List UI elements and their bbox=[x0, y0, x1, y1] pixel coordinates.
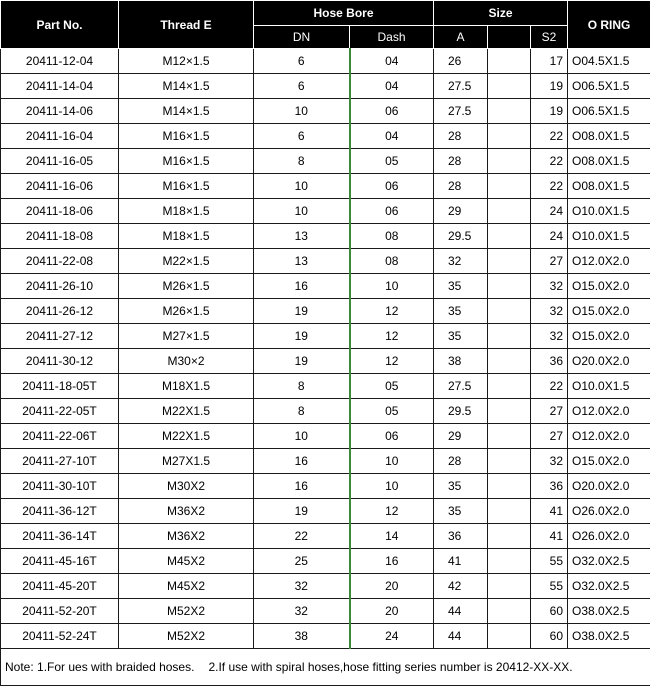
cell-a: 44 bbox=[434, 624, 488, 649]
cell-blank bbox=[488, 349, 531, 374]
cell-a: 44 bbox=[434, 599, 488, 624]
cell-a: 29 bbox=[434, 424, 488, 449]
cell-s2: 36 bbox=[531, 349, 568, 374]
cell-thread-e: M26×1.5 bbox=[119, 274, 254, 299]
cell-o-ring: O04.5X1.5 bbox=[568, 49, 650, 74]
cell-blank bbox=[488, 399, 531, 424]
cell-part-no: 20411-22-08 bbox=[1, 249, 119, 274]
cell-thread-e: M36X2 bbox=[119, 499, 254, 524]
table-row bbox=[1, 374, 650, 399]
cell-thread-e: M52X2 bbox=[119, 624, 254, 649]
cell-thread-e: M16×1.5 bbox=[119, 124, 254, 149]
cell-thread-e: M45X2 bbox=[119, 549, 254, 574]
cell-dash: 12 bbox=[350, 349, 434, 374]
cell-part-no: 20411-18-08 bbox=[1, 224, 119, 249]
cell-blank bbox=[488, 624, 531, 649]
note-2: 2.If use with spiral hoses,hose fitting series number is 20412-XX-XX. bbox=[208, 660, 573, 674]
cell-dn: 10 bbox=[254, 199, 350, 224]
cell-blank bbox=[488, 74, 531, 99]
cell-o-ring: O12.0X2.0 bbox=[568, 424, 650, 449]
table-row bbox=[1, 124, 650, 149]
cell-part-no: 20411-16-05 bbox=[1, 149, 119, 174]
table-row bbox=[1, 399, 650, 424]
cell-part-no: 20411-27-10T bbox=[1, 449, 119, 474]
cell-dn: 16 bbox=[254, 474, 350, 499]
cell-o-ring: O32.0X2.5 bbox=[568, 549, 650, 574]
cell-a: 29 bbox=[434, 199, 488, 224]
table-row bbox=[1, 174, 650, 199]
header-a: A bbox=[434, 26, 488, 49]
cell-s2: 27 bbox=[531, 249, 568, 274]
cell-o-ring: O38.0X2.5 bbox=[568, 624, 650, 649]
cell-dash: 04 bbox=[350, 74, 434, 99]
cell-thread-e: M22X1.5 bbox=[119, 424, 254, 449]
cell-blank bbox=[488, 249, 531, 274]
cell-a: 27.5 bbox=[434, 74, 488, 99]
cell-a: 42 bbox=[434, 574, 488, 599]
cell-o-ring: O06.5X1.5 bbox=[568, 99, 650, 124]
cell-blank bbox=[488, 274, 531, 299]
cell-blank bbox=[488, 99, 531, 124]
cell-dn: 25 bbox=[254, 549, 350, 574]
cell-o-ring: O10.0X1.5 bbox=[568, 224, 650, 249]
cell-s2: 55 bbox=[531, 574, 568, 599]
cell-a: 32 bbox=[434, 249, 488, 274]
cell-dash: 20 bbox=[350, 574, 434, 599]
cell-blank bbox=[488, 424, 531, 449]
header-size: Size bbox=[434, 1, 568, 26]
table-row bbox=[1, 74, 650, 99]
cell-thread-e: M22×1.5 bbox=[119, 249, 254, 274]
cell-a: 35 bbox=[434, 299, 488, 324]
cell-dn: 22 bbox=[254, 524, 350, 549]
table-row bbox=[1, 499, 650, 524]
cell-blank bbox=[488, 474, 531, 499]
cell-dash: 06 bbox=[350, 424, 434, 449]
cell-thread-e: M27X1.5 bbox=[119, 449, 254, 474]
cell-dn: 32 bbox=[254, 574, 350, 599]
table-row bbox=[1, 199, 650, 224]
cell-thread-e: M26×1.5 bbox=[119, 299, 254, 324]
cell-s2: 22 bbox=[531, 124, 568, 149]
cell-blank bbox=[488, 374, 531, 399]
header-blank bbox=[488, 26, 531, 49]
cell-a: 28 bbox=[434, 174, 488, 199]
cell-blank bbox=[488, 174, 531, 199]
table-body bbox=[1, 49, 650, 649]
cell-part-no: 20411-14-04 bbox=[1, 74, 119, 99]
cell-part-no: 20411-18-06 bbox=[1, 199, 119, 224]
cell-dash: 14 bbox=[350, 524, 434, 549]
footnote bbox=[1, 649, 650, 686]
cell-part-no: 20411-36-14T bbox=[1, 524, 119, 549]
cell-a: 36 bbox=[434, 524, 488, 549]
cell-blank bbox=[488, 449, 531, 474]
cell-a: 26 bbox=[434, 49, 488, 74]
cell-o-ring: O06.5X1.5 bbox=[568, 74, 650, 99]
cell-dash: 05 bbox=[350, 399, 434, 424]
table-row bbox=[1, 599, 650, 624]
cell-a: 28 bbox=[434, 149, 488, 174]
header-s2: S2 bbox=[531, 26, 568, 49]
table-row bbox=[1, 624, 650, 649]
table-row bbox=[1, 149, 650, 174]
cell-dn: 19 bbox=[254, 499, 350, 524]
cell-a: 35 bbox=[434, 274, 488, 299]
cell-o-ring: O12.0X2.0 bbox=[568, 249, 650, 274]
cell-s2: 41 bbox=[531, 524, 568, 549]
cell-dash: 20 bbox=[350, 599, 434, 624]
cell-s2: 36 bbox=[531, 474, 568, 499]
cell-o-ring: O10.0X1.5 bbox=[568, 199, 650, 224]
cell-blank bbox=[488, 199, 531, 224]
cell-dn: 19 bbox=[254, 299, 350, 324]
table-row bbox=[1, 449, 650, 474]
header-o-ring: O RING bbox=[568, 1, 650, 49]
cell-dn: 16 bbox=[254, 274, 350, 299]
cell-dn: 10 bbox=[254, 99, 350, 124]
cell-part-no: 20411-16-06 bbox=[1, 174, 119, 199]
cell-dash: 12 bbox=[350, 324, 434, 349]
cell-dash: 04 bbox=[350, 124, 434, 149]
table-row bbox=[1, 524, 650, 549]
cell-part-no: 20411-45-20T bbox=[1, 574, 119, 599]
cell-s2: 32 bbox=[531, 449, 568, 474]
cell-blank bbox=[488, 549, 531, 574]
cell-o-ring: O15.0X2.0 bbox=[568, 299, 650, 324]
cell-blank bbox=[488, 124, 531, 149]
table-header bbox=[1, 1, 650, 49]
cell-blank bbox=[488, 524, 531, 549]
cell-thread-e: M18X1.5 bbox=[119, 374, 254, 399]
cell-a: 41 bbox=[434, 549, 488, 574]
cell-dash: 16 bbox=[350, 549, 434, 574]
cell-dn: 8 bbox=[254, 399, 350, 424]
table-row bbox=[1, 424, 650, 449]
cell-thread-e: M27×1.5 bbox=[119, 324, 254, 349]
cell-s2: 19 bbox=[531, 99, 568, 124]
cell-dash: 08 bbox=[350, 224, 434, 249]
cell-dash: 10 bbox=[350, 474, 434, 499]
table-row bbox=[1, 574, 650, 599]
cell-thread-e: M52X2 bbox=[119, 599, 254, 624]
cell-dn: 10 bbox=[254, 174, 350, 199]
cell-o-ring: O08.0X1.5 bbox=[568, 174, 650, 199]
header-thread-e: Thread E bbox=[119, 1, 254, 49]
header-dash: Dash bbox=[350, 26, 434, 49]
table-row bbox=[1, 474, 650, 499]
cell-o-ring: O26.0X2.0 bbox=[568, 524, 650, 549]
cell-s2: 22 bbox=[531, 149, 568, 174]
table-row bbox=[1, 349, 650, 374]
cell-s2: 22 bbox=[531, 374, 568, 399]
cell-dn: 19 bbox=[254, 324, 350, 349]
cell-a: 35 bbox=[434, 324, 488, 349]
cell-a: 29.5 bbox=[434, 399, 488, 424]
cell-thread-e: M16×1.5 bbox=[119, 149, 254, 174]
cell-part-no: 20411-14-06 bbox=[1, 99, 119, 124]
cell-thread-e: M18×1.5 bbox=[119, 224, 254, 249]
cell-o-ring: O20.0X2.0 bbox=[568, 349, 650, 374]
cell-dn: 13 bbox=[254, 224, 350, 249]
cell-blank bbox=[488, 224, 531, 249]
cell-s2: 27 bbox=[531, 399, 568, 424]
cell-a: 27.5 bbox=[434, 99, 488, 124]
cell-o-ring: O10.0X1.5 bbox=[568, 374, 650, 399]
cell-dash: 12 bbox=[350, 499, 434, 524]
cell-dash: 05 bbox=[350, 374, 434, 399]
cell-s2: 32 bbox=[531, 274, 568, 299]
cell-part-no: 20411-52-24T bbox=[1, 624, 119, 649]
cell-dn: 10 bbox=[254, 424, 350, 449]
cell-part-no: 20411-26-12 bbox=[1, 299, 119, 324]
cell-part-no: 20411-22-06T bbox=[1, 424, 119, 449]
cell-s2: 32 bbox=[531, 324, 568, 349]
cell-s2: 60 bbox=[531, 599, 568, 624]
cell-dn: 16 bbox=[254, 449, 350, 474]
cell-o-ring: O08.0X1.5 bbox=[568, 149, 650, 174]
cell-s2: 24 bbox=[531, 199, 568, 224]
cell-dn: 6 bbox=[254, 124, 350, 149]
cell-part-no: 20411-30-10T bbox=[1, 474, 119, 499]
cell-dn: 32 bbox=[254, 599, 350, 624]
cell-o-ring: O12.0X2.0 bbox=[568, 399, 650, 424]
cell-o-ring: O26.0X2.0 bbox=[568, 499, 650, 524]
table-row bbox=[1, 274, 650, 299]
cell-part-no: 20411-16-04 bbox=[1, 124, 119, 149]
cell-o-ring: O32.0X2.5 bbox=[568, 574, 650, 599]
cell-a: 35 bbox=[434, 474, 488, 499]
header-part-no: Part No. bbox=[1, 1, 119, 49]
cell-dn: 13 bbox=[254, 249, 350, 274]
cell-o-ring: O38.0X2.5 bbox=[568, 599, 650, 624]
cell-o-ring: O15.0X2.0 bbox=[568, 274, 650, 299]
cell-dash: 12 bbox=[350, 299, 434, 324]
cell-s2: 19 bbox=[531, 74, 568, 99]
cell-part-no: 20411-27-12 bbox=[1, 324, 119, 349]
cell-part-no: 20411-18-05T bbox=[1, 374, 119, 399]
cell-o-ring: O08.0X1.5 bbox=[568, 124, 650, 149]
cell-dn: 8 bbox=[254, 149, 350, 174]
cell-blank bbox=[488, 149, 531, 174]
cell-dash: 10 bbox=[350, 274, 434, 299]
cell-blank bbox=[488, 499, 531, 524]
cell-blank bbox=[488, 49, 531, 74]
cell-a: 28 bbox=[434, 124, 488, 149]
cell-part-no: 20411-52-20T bbox=[1, 599, 119, 624]
cell-thread-e: M12×1.5 bbox=[119, 49, 254, 74]
cell-thread-e: M14×1.5 bbox=[119, 99, 254, 124]
cell-s2: 17 bbox=[531, 49, 568, 74]
table-row bbox=[1, 324, 650, 349]
cell-dash: 06 bbox=[350, 99, 434, 124]
cell-part-no: 20411-26-10 bbox=[1, 274, 119, 299]
cell-thread-e: M18×1.5 bbox=[119, 199, 254, 224]
cell-a: 35 bbox=[434, 499, 488, 524]
cell-thread-e: M45X2 bbox=[119, 574, 254, 599]
cell-a: 29.5 bbox=[434, 224, 488, 249]
cell-blank bbox=[488, 574, 531, 599]
cell-dn: 6 bbox=[254, 49, 350, 74]
cell-part-no: 20411-45-16T bbox=[1, 549, 119, 574]
table-row bbox=[1, 299, 650, 324]
cell-a: 28 bbox=[434, 449, 488, 474]
cell-dash: 06 bbox=[350, 199, 434, 224]
table-row bbox=[1, 549, 650, 574]
cell-blank bbox=[488, 299, 531, 324]
cell-dash: 05 bbox=[350, 149, 434, 174]
header-hose-bore: Hose Bore bbox=[254, 1, 434, 26]
cell-s2: 24 bbox=[531, 224, 568, 249]
cell-blank bbox=[488, 599, 531, 624]
cell-dn: 6 bbox=[254, 74, 350, 99]
cell-dn: 38 bbox=[254, 624, 350, 649]
cell-blank bbox=[488, 324, 531, 349]
table-row bbox=[1, 249, 650, 274]
table-row bbox=[1, 224, 650, 249]
header-dn: DN bbox=[254, 26, 350, 49]
cell-s2: 32 bbox=[531, 299, 568, 324]
cell-dn: 19 bbox=[254, 349, 350, 374]
cell-thread-e: M30×2 bbox=[119, 349, 254, 374]
note-1: Note: 1.For ues with braided hoses. bbox=[5, 660, 195, 674]
cell-dash: 04 bbox=[350, 49, 434, 74]
table-row bbox=[1, 99, 650, 124]
cell-s2: 27 bbox=[531, 424, 568, 449]
cell-dash: 06 bbox=[350, 174, 434, 199]
cell-thread-e: M36X2 bbox=[119, 524, 254, 549]
cell-s2: 55 bbox=[531, 549, 568, 574]
cell-thread-e: M14×1.5 bbox=[119, 74, 254, 99]
cell-part-no: 20411-36-12T bbox=[1, 499, 119, 524]
cell-o-ring: O15.0X2.0 bbox=[568, 449, 650, 474]
cell-part-no: 20411-30-12 bbox=[1, 349, 119, 374]
cell-a: 27.5 bbox=[434, 374, 488, 399]
cell-o-ring: O20.0X2.0 bbox=[568, 474, 650, 499]
cell-part-no: 20411-22-05T bbox=[1, 399, 119, 424]
cell-dash: 08 bbox=[350, 249, 434, 274]
cell-dn: 8 bbox=[254, 374, 350, 399]
cell-s2: 60 bbox=[531, 624, 568, 649]
cell-s2: 41 bbox=[531, 499, 568, 524]
table-row bbox=[1, 49, 650, 74]
cell-thread-e: M30X2 bbox=[119, 474, 254, 499]
cell-dash: 10 bbox=[350, 449, 434, 474]
cell-part-no: 20411-12-04 bbox=[1, 49, 119, 74]
cell-s2: 22 bbox=[531, 174, 568, 199]
cell-dash: 24 bbox=[350, 624, 434, 649]
cell-a: 38 bbox=[434, 349, 488, 374]
cell-thread-e: M22X1.5 bbox=[119, 399, 254, 424]
cell-thread-e: M16×1.5 bbox=[119, 174, 254, 199]
cell-o-ring: O15.0X2.0 bbox=[568, 324, 650, 349]
